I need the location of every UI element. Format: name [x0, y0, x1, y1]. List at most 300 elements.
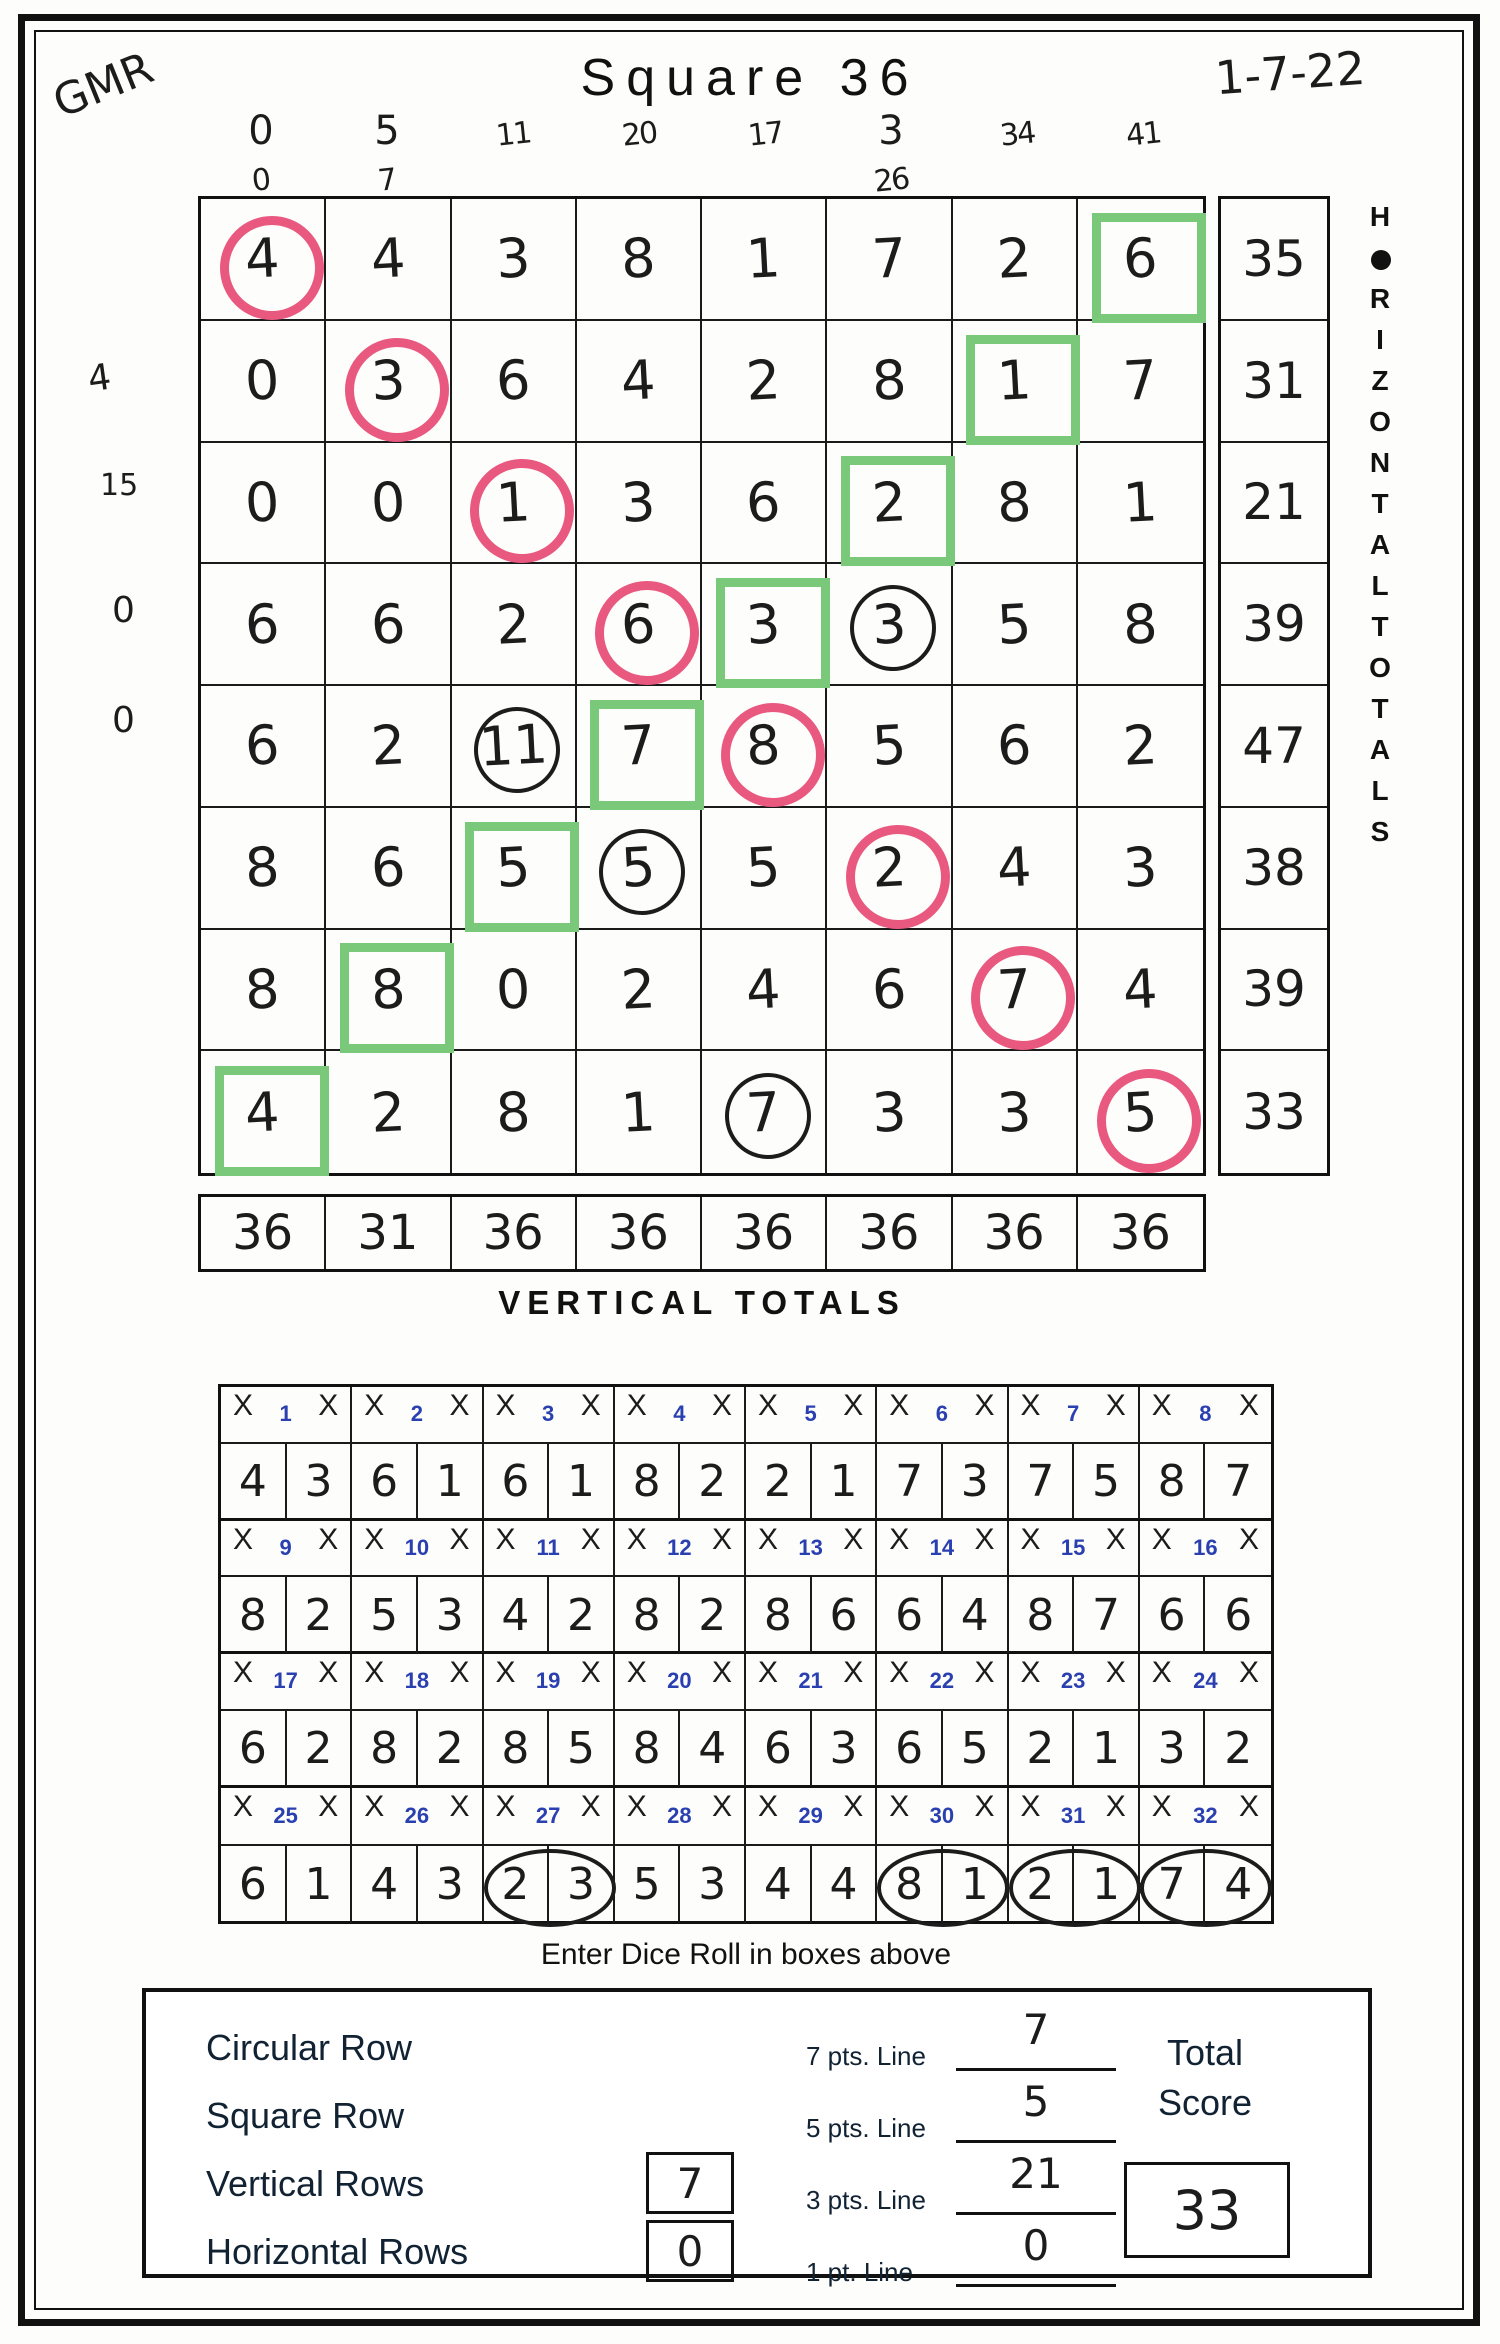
cross-out-icon: X — [364, 1522, 385, 1556]
dice-value: 7 — [1224, 1456, 1253, 1508]
pts-line-3[interactable]: 21 — [956, 2162, 1116, 2215]
dice-value-cell-r4-12[interactable] — [943, 1846, 1009, 1923]
horizontal-total-row-8[interactable]: 33 — [1242, 1083, 1306, 1142]
horizontal-total-row-1[interactable]: 35 — [1221, 199, 1327, 321]
dice-value-cell-r2-4[interactable] — [418, 1577, 484, 1653]
grid-cell-r5-c8[interactable] — [1078, 686, 1203, 808]
grid-cell-value: 11 — [477, 712, 550, 780]
grid-cell-r6-c5[interactable] — [702, 808, 827, 930]
dice-value-cell-r1-2[interactable] — [287, 1444, 353, 1520]
dice-roll-index: 17 — [273, 1668, 298, 1694]
grid-cell-r6-c4[interactable] — [577, 808, 702, 930]
dice-value-cell-r2-3[interactable] — [352, 1577, 418, 1653]
grid-cell-r1-c3[interactable] — [452, 199, 577, 321]
grid-cell-r5-c1[interactable] — [201, 686, 326, 808]
cross-out-icon: X — [495, 1656, 516, 1689]
column-header-scribble-1: 0 — [250, 162, 272, 199]
grid-cell-r7-c7[interactable] — [953, 930, 1078, 1052]
dice-value-cell-r1-1[interactable] — [221, 1444, 287, 1520]
dice-roll-number-3 — [484, 1387, 615, 1442]
cross-out-icon: X — [495, 1389, 516, 1422]
horizontal-total-row-2[interactable]: 31 — [1221, 321, 1327, 443]
grid-cell-value: 5 — [870, 713, 908, 779]
vertical-totals-row[interactable] — [198, 1194, 1206, 1272]
vertical-total-col-7[interactable]: 36 — [953, 1197, 1078, 1269]
dice-roll-number-31 — [1009, 1788, 1140, 1844]
grid-cell-value: 4 — [619, 348, 658, 413]
cross-out-icon: X — [974, 1522, 995, 1556]
dice-value-cell-r1-11[interactable] — [877, 1444, 943, 1520]
cross-out-icon: X — [495, 1522, 516, 1556]
dice-value-cell-r2-6[interactable] — [549, 1577, 615, 1653]
cross-out-icon: X — [1105, 1389, 1126, 1422]
dice-value-cell-r4-6[interactable] — [549, 1846, 615, 1923]
dice-value-cell-r3-7[interactable] — [615, 1711, 681, 1787]
grid-cell-value: 2 — [995, 226, 1033, 292]
grid-cell-r5-c6[interactable] — [827, 686, 952, 808]
cross-out-icon: X — [843, 1389, 864, 1422]
column-header-6 — [831, 108, 951, 200]
dice-value-cell-r4-1[interactable] — [221, 1846, 287, 1923]
dice-value-cell-r4-3[interactable] — [352, 1846, 418, 1923]
grid-cell-value: 4 — [243, 1079, 282, 1145]
grid-cell-r3-c7[interactable] — [953, 443, 1078, 565]
vertical-total-col-4[interactable]: 36 — [577, 1197, 702, 1269]
total-score-value[interactable]: 33 — [1124, 2162, 1290, 2258]
dice-value: 4 — [238, 1456, 267, 1508]
dice-value-cell-r3-4[interactable] — [418, 1711, 484, 1787]
dice-roll-number-21 — [746, 1654, 877, 1709]
cross-out-icon: X — [580, 1656, 601, 1689]
dice-value: 5 — [1091, 1456, 1120, 1508]
grid-cell-r2-c6[interactable] — [827, 321, 952, 443]
grid-cell-r7-c6[interactable] — [827, 930, 952, 1052]
dice-value-cell-r1-14[interactable] — [1074, 1444, 1140, 1520]
dice-value-row-1[interactable] — [221, 1444, 1271, 1520]
dice-value-cell-r2-7[interactable] — [615, 1577, 681, 1653]
vertical-total-col-2[interactable]: 31 — [326, 1197, 451, 1269]
horizontal-totals-label — [1356, 196, 1406, 852]
dice-value-cell-r3-5[interactable] — [484, 1711, 550, 1787]
grid-cell-r5-c7[interactable] — [953, 686, 1078, 808]
dice-roll-number-30 — [877, 1788, 1008, 1844]
vertical-total-col-8[interactable]: 36 — [1109, 1205, 1171, 1261]
grid-cell-value: 4 — [1121, 957, 1160, 1022]
grid-cell-r1-c6[interactable] — [827, 199, 952, 321]
grid-cell-r8-c1[interactable] — [201, 1051, 326, 1173]
dice-value: 3 — [304, 1456, 333, 1508]
column-header-7 — [957, 108, 1077, 154]
grid-cell-value: 0 — [243, 470, 282, 535]
dice-block-1 — [221, 1387, 1271, 1521]
grid-cell-r4-c6[interactable] — [827, 564, 952, 686]
dice-value: 2 — [304, 1589, 333, 1641]
pts-line-1[interactable]: 0 — [956, 2234, 1116, 2287]
dice-value-cell-r3-12[interactable] — [943, 1711, 1009, 1787]
dice-roll-index: 32 — [1193, 1802, 1218, 1828]
dice-value-cell-r2-5[interactable] — [484, 1577, 550, 1653]
pts-label-3: 3 pts. Line — [806, 2185, 926, 2215]
dice-value-cell-r4-8[interactable] — [680, 1846, 746, 1923]
horizontal-label-char: T — [1371, 693, 1391, 724]
dice-value-cell-r4-14[interactable] — [1074, 1846, 1140, 1923]
player-name-scribble: GMR — [46, 42, 161, 129]
grid-cell-r4-c3[interactable] — [452, 564, 577, 686]
cross-out-icon: X — [1020, 1789, 1041, 1823]
column-header-top-1: 0 — [248, 108, 274, 154]
pts-line-7[interactable]: 7 — [956, 2018, 1116, 2071]
grid-cell-r3-c5[interactable] — [702, 443, 827, 565]
grid-cell-value: 5 — [744, 835, 783, 900]
cross-out-icon: X — [233, 1522, 254, 1556]
pts-line-5[interactable]: 5 — [956, 2090, 1116, 2143]
grid-cell-value: 7 — [744, 1079, 783, 1145]
dice-value-cell-r3-2[interactable] — [287, 1711, 353, 1787]
dice-roll-index: 10 — [404, 1534, 430, 1560]
dice-value-cell-r1-12[interactable] — [943, 1444, 1009, 1520]
dice-value-cell-r3-14[interactable] — [1074, 1711, 1140, 1787]
grid-cell-r3-c8[interactable] — [1078, 443, 1203, 565]
column-header-2 — [327, 108, 447, 200]
dice-value: 1 — [829, 1456, 858, 1508]
grid-cell-r2-c8[interactable] — [1078, 321, 1203, 443]
date-field: 1-7-22 — [1213, 40, 1367, 106]
horizontal-total-row-5[interactable]: 47 — [1221, 686, 1327, 808]
dice-value: 8 — [763, 1589, 792, 1641]
horizontal-label-char: Z — [1371, 365, 1391, 396]
dice-roll-number-10 — [352, 1521, 483, 1576]
dice-value-cell-r2-15[interactable] — [1140, 1577, 1206, 1653]
column-header-scribble-3: 11 — [494, 115, 532, 154]
dice-value-cell-r2-8[interactable] — [680, 1577, 746, 1653]
grid-cell-r2-c7[interactable] — [953, 321, 1078, 443]
dice-value: 5 — [566, 1723, 595, 1775]
dice-value-cell-r1-9[interactable] — [746, 1444, 812, 1520]
dice-value-row-2[interactable] — [221, 1577, 1271, 1653]
grid-cell-r4-c8[interactable] — [1078, 564, 1203, 686]
column-header-scribble-2: 7 — [376, 162, 398, 199]
grid-cell-value: 2 — [870, 470, 908, 535]
cross-out-icon: X — [495, 1789, 516, 1823]
grid-cell-value: 2 — [619, 957, 658, 1022]
grid-cell-r8-c7[interactable] — [953, 1051, 1078, 1173]
dice-value-cell-r1-15[interactable] — [1140, 1444, 1206, 1520]
grid-cell-r7-c8[interactable] — [1078, 930, 1203, 1052]
dice-value: 4 — [763, 1858, 792, 1910]
grid-cell-value: 3 — [870, 591, 908, 657]
grid-cell-r2-c5[interactable] — [702, 321, 827, 443]
margin-note-1: 4 — [85, 356, 114, 401]
grid-cell-r3-c6[interactable] — [827, 443, 952, 565]
grid-cell-r2-c1[interactable] — [201, 321, 326, 443]
dice-value-cell-r4-15[interactable] — [1140, 1846, 1206, 1923]
grid-cell-value: 2 — [1121, 713, 1160, 779]
horizontal-label-char: R — [1369, 283, 1393, 314]
grid-cell-r7-c2[interactable] — [326, 930, 451, 1052]
dice-value-cell-r4-11[interactable] — [877, 1846, 943, 1923]
score-box — [142, 1988, 1372, 2287]
cross-out-icon: X — [1238, 1656, 1259, 1689]
dice-roll-index: 22 — [929, 1668, 955, 1694]
cross-out-icon: X — [626, 1789, 647, 1823]
dice-block-4 — [221, 1788, 1271, 1922]
grid-cell-r2-c4[interactable] — [577, 321, 702, 443]
horizontal-label-char: A — [1369, 734, 1393, 765]
grid-cell-value: 8 — [243, 835, 282, 900]
vertical-totals-label: VERTICAL TOTALS — [498, 1284, 906, 1321]
dice-value-row-4[interactable] — [221, 1846, 1271, 1923]
dice-value-cell-r3-9[interactable] — [746, 1711, 812, 1787]
grid-cell-value: 6 — [870, 957, 908, 1022]
grid-cell-value: 4 — [744, 957, 783, 1022]
grid-cell-r1-c2[interactable] — [326, 199, 451, 321]
dice-value-cell-r3-1[interactable] — [221, 1711, 287, 1787]
dice-value-cell-r4-7[interactable] — [615, 1846, 681, 1923]
dice-value-cell-r2-2[interactable] — [287, 1577, 353, 1653]
grid-cell-value: 8 — [369, 957, 407, 1022]
cross-out-icon: X — [364, 1789, 385, 1823]
grid-cell-value: 7 — [870, 226, 908, 292]
dice-value: 8 — [238, 1589, 267, 1641]
grid-cell-r4-c4[interactable] — [577, 564, 702, 686]
cross-out-icon: X — [580, 1389, 601, 1422]
grid-cell-r8-c4[interactable] — [577, 1051, 702, 1173]
dice-value-cell-r3-8[interactable] — [680, 1711, 746, 1787]
cross-out-icon: X — [758, 1656, 779, 1689]
dice-roll-number-19 — [484, 1654, 615, 1709]
dice-value-cell-r4-9[interactable] — [746, 1846, 812, 1923]
vertical-total-col-3[interactable]: 36 — [452, 1197, 577, 1269]
dice-roll-number-28 — [615, 1788, 746, 1844]
cross-out-icon: X — [626, 1389, 647, 1422]
grid-cell-r6-c7[interactable] — [953, 808, 1078, 930]
column-header-top-2: 5 — [374, 108, 400, 154]
grid-cell-r2-c3[interactable] — [452, 321, 577, 443]
grid-cell-value: 3 — [744, 591, 783, 657]
pts-label-7: 7 pts. Line — [806, 2041, 926, 2071]
grid-cell-r1-c7[interactable] — [953, 199, 1078, 321]
dice-value-cell-r3-3[interactable] — [352, 1711, 418, 1787]
grid-cell-r5-c5[interactable] — [702, 686, 827, 808]
grid-cell-r1-c5[interactable] — [702, 199, 827, 321]
dice-value: 5 — [960, 1723, 989, 1775]
dice-value-row-3[interactable] — [221, 1711, 1271, 1787]
dice-value-cell-r3-13[interactable] — [1009, 1711, 1075, 1787]
grid-cell-r8-c5[interactable] — [702, 1051, 827, 1173]
grid-cell-value: 4 — [369, 226, 407, 292]
vertical-rows-value-box[interactable]: 7 — [646, 2152, 734, 2214]
grid-cell-value: 6 — [369, 835, 407, 900]
grid-cell-r4-c7[interactable] — [953, 564, 1078, 686]
horizontal-label-char: L — [1371, 570, 1391, 601]
dice-value: 3 — [829, 1723, 858, 1775]
dice-value-cell-r3-15[interactable] — [1140, 1711, 1206, 1787]
horizontal-label-char: O — [1369, 652, 1393, 683]
cross-out-icon: X — [758, 1789, 779, 1823]
cross-out-icon: X — [449, 1656, 470, 1689]
score-label-circular: Circular Row — [206, 2027, 413, 2068]
cross-out-icon: X — [1105, 1789, 1126, 1823]
dice-value-cell-r4-5[interactable] — [484, 1846, 550, 1923]
dice-value-cell-r2-11[interactable] — [877, 1577, 943, 1653]
grid-cell-r8-c3[interactable] — [452, 1051, 577, 1173]
pts-label-5: 5 pts. Line — [806, 2113, 926, 2143]
dice-roll-number-12 — [615, 1521, 746, 1576]
grid-cell-r8-c6[interactable] — [827, 1051, 952, 1173]
dice-roll-number-26 — [352, 1788, 483, 1844]
dice-block-2 — [221, 1521, 1271, 1655]
dice-value-cell-r1-10[interactable] — [812, 1444, 878, 1520]
dice-roll-number-23 — [1009, 1654, 1140, 1709]
dice-value-cell-r1-7[interactable] — [615, 1444, 681, 1520]
dice-value: 1 — [1091, 1723, 1120, 1775]
dice-value-cell-r1-4[interactable] — [418, 1444, 484, 1520]
grid-cell-r1-c1[interactable] — [201, 199, 326, 321]
cross-out-icon: X — [1151, 1522, 1172, 1556]
grid-cell-r7-c3[interactable] — [452, 930, 577, 1052]
horizontal-total-row-4[interactable]: 39 — [1221, 564, 1327, 686]
dice-roll-number-22 — [877, 1654, 1008, 1709]
grid-cell-value: 7 — [619, 713, 658, 779]
dice-roll-index: 14 — [929, 1534, 955, 1560]
dice-value-cell-r1-5[interactable] — [484, 1444, 550, 1520]
horizontal-total-row-6[interactable]: 38 — [1221, 808, 1327, 930]
grid-cell-r6-c8[interactable] — [1078, 808, 1203, 930]
column-header-1 — [201, 108, 321, 200]
dice-value: 6 — [501, 1456, 530, 1508]
dice-value-cell-r4-2[interactable] — [287, 1846, 353, 1923]
vertical-total-col-5[interactable]: 36 — [702, 1197, 827, 1269]
grid-cell-value: 8 — [619, 226, 658, 292]
dice-value-cell-r2-14[interactable] — [1074, 1577, 1140, 1653]
dice-value: 8 — [501, 1723, 530, 1775]
column-header-scribble-6: 26 — [872, 161, 910, 200]
horizontal-label-char: L — [1371, 775, 1391, 806]
dice-value-cell-r4-13[interactable] — [1009, 1846, 1075, 1923]
vertical-total-col-1[interactable]: 36 — [201, 1197, 326, 1269]
cross-out-icon: X — [626, 1522, 647, 1556]
dice-value-cell-r3-16[interactable] — [1205, 1711, 1271, 1787]
dice-value-cell-r2-9[interactable] — [746, 1577, 812, 1653]
grid-cell-r6-c6[interactable] — [827, 808, 952, 930]
grid-cell-r6-c3[interactable] — [452, 808, 577, 930]
grid-cell-r4-c2[interactable] — [326, 564, 451, 686]
dice-roll-number-16 — [1140, 1521, 1271, 1576]
grid-cell-value: 3 — [369, 348, 407, 413]
dice-value-cell-r3-11[interactable] — [877, 1711, 943, 1787]
dice-value: 6 — [895, 1723, 924, 1775]
grid-cell-r3-c3[interactable] — [452, 443, 577, 565]
grid-cell-value: 6 — [1121, 226, 1160, 292]
cross-out-icon: X — [889, 1789, 910, 1823]
dice-value-cell-r2-12[interactable] — [943, 1577, 1009, 1653]
dice-number-row-3 — [221, 1654, 1271, 1711]
horizontal-label-char: I — [1376, 324, 1386, 355]
grid-cell-r1-c8[interactable] — [1078, 199, 1203, 321]
horizontal-total-row-7[interactable]: 39 — [1221, 930, 1327, 1052]
margin-note-3: 0 — [112, 590, 135, 631]
grid-cell-r7-c5[interactable] — [702, 930, 827, 1052]
grid-cell-r6-c2[interactable] — [326, 808, 451, 930]
grid-cell-r7-c1[interactable] — [201, 930, 326, 1052]
horizontal-label-char — [1356, 237, 1406, 278]
horizontal-label-char: S — [1370, 816, 1392, 847]
dice-value-cell-r1-8[interactable] — [680, 1444, 746, 1520]
cross-out-icon: X — [1020, 1656, 1041, 1689]
dice-value-cell-r4-4[interactable] — [418, 1846, 484, 1923]
dice-value: 8 — [632, 1589, 661, 1641]
dice-value-cell-r1-3[interactable] — [352, 1444, 418, 1520]
grid-cell-r3-c2[interactable] — [326, 443, 451, 565]
horizontal-label-char: N — [1369, 447, 1393, 478]
cross-out-icon: X — [758, 1522, 779, 1556]
grid-cell-value: 8 — [494, 1079, 532, 1145]
dice-value-cell-r3-10[interactable] — [812, 1711, 878, 1787]
number-grid[interactable] — [198, 196, 1206, 1176]
dice-value: 1 — [304, 1858, 333, 1910]
dice-value-cell-r4-10[interactable] — [812, 1846, 878, 1923]
dice-roll-number-13 — [746, 1521, 877, 1576]
dice-value-cell-r1-16[interactable] — [1205, 1444, 1271, 1520]
dice-value: 6 — [370, 1456, 399, 1508]
horizontal-totals-column[interactable] — [1218, 196, 1330, 1176]
dice-roll-table[interactable] — [218, 1384, 1274, 1924]
dice-value-cell-r3-6[interactable] — [549, 1711, 615, 1787]
grid-cell-r5-c3[interactable] — [452, 686, 577, 808]
grid-cell-r5-c4[interactable] — [577, 686, 702, 808]
dice-value: 3 — [435, 1858, 464, 1910]
grid-cell-r3-c4[interactable] — [577, 443, 702, 565]
dice-value: 6 — [829, 1589, 858, 1641]
dice-value-cell-r2-1[interactable] — [221, 1577, 287, 1653]
dice-roll-index: 3 — [542, 1401, 555, 1427]
cross-out-icon: X — [1020, 1522, 1041, 1556]
grid-cell-value: 2 — [369, 713, 407, 779]
dice-value-cell-r1-6[interactable] — [549, 1444, 615, 1520]
vertical-total-col-6[interactable]: 36 — [827, 1197, 952, 1269]
column-header-scribble-5: 17 — [746, 115, 784, 154]
dice-value-cell-r2-10[interactable] — [812, 1577, 878, 1653]
dice-roll-index: 26 — [404, 1802, 430, 1828]
dice-value-cell-r1-13[interactable] — [1009, 1444, 1075, 1520]
cross-out-icon: X — [1105, 1522, 1126, 1556]
cross-out-icon: X — [626, 1656, 647, 1689]
grid-cell-r4-c1[interactable] — [201, 564, 326, 686]
grid-cell-r8-c2[interactable] — [326, 1051, 451, 1173]
grid-cell-value: 3 — [619, 470, 658, 535]
grid-cell-r3-c1[interactable] — [201, 443, 326, 565]
grid-cell-r8-c8[interactable] — [1078, 1051, 1203, 1173]
cross-out-icon: X — [580, 1522, 601, 1556]
dice-value-cell-r2-13[interactable] — [1009, 1577, 1075, 1653]
horizontal-label-char: A — [1369, 529, 1393, 560]
horizontal-total-row-3[interactable]: 21 — [1221, 443, 1327, 565]
horizontal-rows-value-box[interactable]: 0 — [646, 2220, 734, 2282]
grid-cell-r2-c2[interactable] — [326, 321, 451, 443]
grid-cell-r5-c2[interactable] — [326, 686, 451, 808]
grid-cell-r6-c1[interactable] — [201, 808, 326, 930]
dice-roll-number-11 — [484, 1521, 615, 1576]
grid-cell-r1-c4[interactable] — [577, 199, 702, 321]
dice-roll-index: 29 — [798, 1802, 823, 1828]
grid-cell-r7-c4[interactable] — [577, 930, 702, 1052]
grid-cell-r4-c5[interactable] — [702, 564, 827, 686]
dice-value-cell-r4-16[interactable] — [1205, 1846, 1271, 1923]
dice-value-cell-r2-16[interactable] — [1205, 1577, 1271, 1653]
dice-value: 2 — [1026, 1858, 1055, 1910]
dice-block-3 — [221, 1654, 1271, 1788]
dice-value: 3 — [698, 1858, 727, 1910]
